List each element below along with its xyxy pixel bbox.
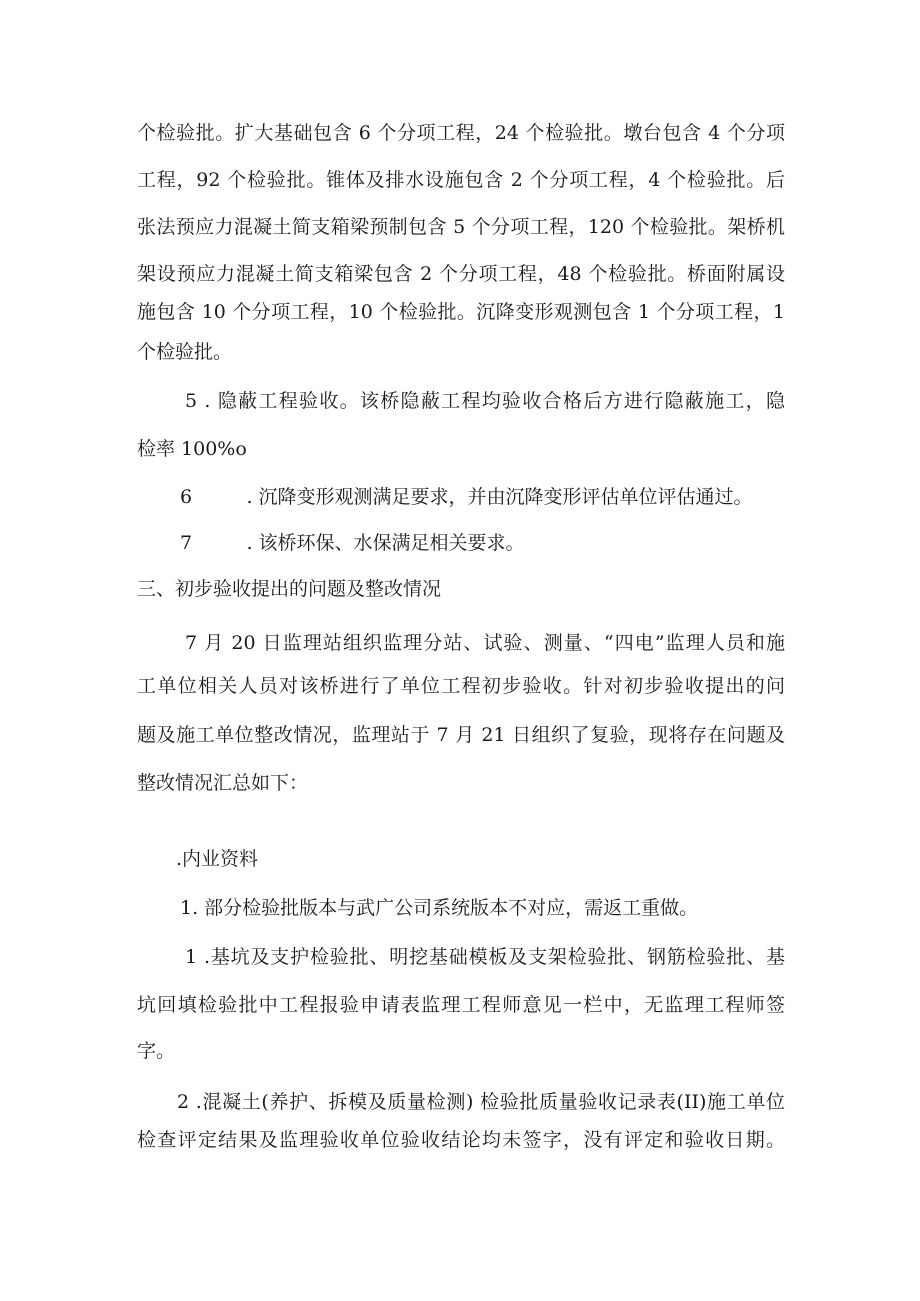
text-line: 检查评定结果及监理验收单位验收结论均未签字，没有评定和验收日期。: [137, 1129, 785, 1151]
text-line: 坑回填检验批中工程报验申请表监理工程师意见一栏中，无监理工程师签: [137, 994, 785, 1016]
text-line: 题及施工单位整改情况，监理站于 7 月 21 日组织了复验，现将存在问题及: [137, 724, 785, 746]
text-line: 个检验批。扩大基础包含 6 个分项工程，24 个检验批。墩台包含 4 个分项: [137, 122, 785, 144]
text-line: 工单位相关人员对该桥进行了单位工程初步验收。针对初步验收提出的问: [137, 675, 785, 697]
text-line: 7 . 该桥环保、水保满足相关要求。: [180, 532, 525, 554]
text-line: 6 . 沉降变形观测满足要求，并由沉降变形评估单位评估通过。: [180, 486, 753, 508]
text-line: 张法预应力混凝土简支箱梁预制包含 5 个分项工程，120 个检验批。架桥机: [137, 216, 785, 238]
text-line: 1. 部分检验批版本与武广公司系统版本不对应，需返工重做。: [180, 897, 699, 919]
text-line: 字。: [137, 1040, 176, 1062]
text-line: 2 .混凝土(养护、拆模及质量检测) 检验批质量验收记录表(II)施工单位: [177, 1091, 785, 1113]
text-line: 施包含 10 个分项工程，10 个检验批。沉降变形观测包含 1 个分项工程，1: [137, 301, 785, 323]
text-line: 工程，92 个检验批。锥体及排水设施包含 2 个分项工程，4 个检验批。后: [137, 169, 785, 191]
section-heading: 三、初步验收提出的问题及整改情况: [137, 578, 442, 600]
text-line: 整改情况汇总如下：: [137, 772, 309, 794]
text-line: 1 .基坑及支护检验批、明挖基础模板及支架检验批、钢筋检验批、基: [185, 946, 785, 968]
text-line: 检率 100%o: [137, 438, 247, 460]
text-line: 7 月 20 日监理站组织监理分站、试验、测量、“四电”监理人员和施: [185, 632, 785, 654]
text-line: 5 . 隐蔽工程验收。该桥隐蔽工程均验收合格后方进行隐蔽施工，隐: [185, 390, 785, 412]
text-line: 个检验批。: [137, 341, 233, 363]
text-line: 架设预应力混凝土简支箱梁包含 2 个分项工程，48 个检验批。桥面附属设: [137, 263, 785, 285]
subheading: .内业资料: [176, 848, 259, 870]
